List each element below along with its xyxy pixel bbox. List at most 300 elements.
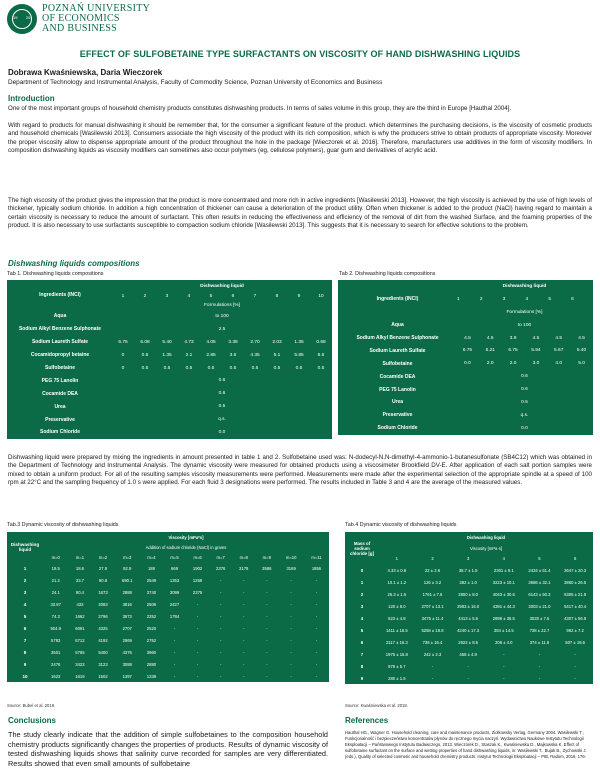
table1-value: 4.35 [244,349,266,362]
viscosity-table-4 [345,532,593,684]
table4-value: 1411 ± 16.5 [379,624,415,636]
table3-column: m=10 [278,552,304,562]
table2-col-header: Ingredients (INCI) [338,280,456,319]
table3-row-id: 7 [7,634,43,646]
table4-value: 22 ± 2.6 [415,564,451,576]
table4-value: 2983 ± 16.0 [450,600,486,612]
table3-value: - [163,634,186,646]
table3-value: - [255,574,278,586]
table3-column: m=0 [43,552,68,562]
table2-value: 0.6 [456,383,593,396]
table3-value: - [304,634,329,646]
table3-column: m=4 [140,552,163,562]
table1-value: 0.5 [156,362,178,375]
table3-column: m=7 [209,552,232,562]
table3-row [7,598,329,610]
table3-value: 74.3 [43,610,68,622]
viscosity-table-3 [7,532,329,682]
table1-ingredient: Preservative [7,413,112,426]
table4-row [345,612,593,624]
table2-value: 4.0 [547,357,570,370]
table2-value: 5.40 [570,344,593,357]
table4-value: 4413 ± 5.5 [450,612,486,624]
table2-value: 0.6 [456,370,593,383]
table4-value: 4391 ± 44.3 [486,600,522,612]
table3-value: 1623 [43,670,68,682]
table3-value: 690.1 [115,574,140,586]
table1-value: 2.85 [200,349,222,362]
table1-value: 0.5 [288,362,310,375]
introduction-heading: Introduction [8,94,55,103]
table1-value: 5.40 [156,336,178,349]
table2-group-header: Dishwashing liquid [456,280,593,293]
table3-sub-header: Addition of sodium chloride (NaCl) in grams [43,542,329,552]
table3-value: 189 [140,562,163,574]
table1-ingredient: Sulfobetaine [7,362,112,375]
table3-value: 2252 [140,610,163,622]
table1-ingredient: Sodium Laureth Sulfate [7,336,112,349]
table4-value: 507 ± 18.6 [557,636,593,648]
university-header [0,0,600,42]
table4-group-header: Dishwashing liquid [379,532,593,543]
table1-value: 6.75 [112,336,134,349]
table2-value: 5.0 [570,357,593,370]
table4-value: 2434 ± 61.4 [522,564,558,576]
table4-value: - [486,660,522,672]
table3-value: - [232,598,255,610]
table1-value: 0.5 [134,362,156,375]
table3-value: - [186,610,209,622]
table1-ingredient: Aqua [7,310,112,323]
table4-row-label: Mass of sodium chloride [g] [345,532,379,564]
table1-col-number: 4 [178,292,200,301]
table3-value: 90.8 [91,574,114,586]
table1-ingredient: Cocamidopropyl betaine [7,349,112,362]
table4-value: 4240 ± 17.3 [450,624,486,636]
table2-ingredient: PEG 75 Lanolin [338,383,456,396]
university-name-line3: AND BUSINESS [42,23,118,34]
table3-value: 1856 [304,562,329,574]
table1-ingredient: Sodium Chloride [7,426,112,439]
table1-group-header: Dishwashing liquid [112,280,332,292]
table3-value: - [232,622,255,634]
table4-row-id: 9 [345,672,379,684]
table3-value: - [186,634,209,646]
table2-value: 2.0 [502,357,525,370]
table3-header-row [7,532,329,542]
table3-value: - [278,670,304,682]
table3-value: - [255,586,278,598]
table3-value: 18.6 [68,562,91,574]
table3-row [7,610,329,622]
table1-row [7,413,332,426]
table4-header-row [345,532,593,543]
table3-value: 4192 [91,634,114,646]
table1-ingredient: Urea [7,400,112,413]
table4-value: 3223 ± 10.1 [486,576,522,588]
table1-row [7,362,332,375]
table1-col-number: 2 [134,292,156,301]
table2-ingredient: Cocamide DEA [338,370,456,383]
table4-value: 738 ± 22.7 [522,624,558,636]
table4-row [345,564,593,576]
table4-value: 126 ± 3.2 [415,576,451,588]
table2-col-number: 2 [479,293,502,306]
table3-value: 4325 [91,622,114,634]
table3-row [7,646,329,658]
table1-value: 0.5 [178,362,200,375]
table3-value: 2969 [115,634,140,646]
table4-value: 10.1 ± 1.2 [379,576,415,588]
table3-value: - [278,658,304,670]
table1-row [7,426,332,439]
table3-value: - [278,598,304,610]
table4-value: 2647 ± 20.3 [557,564,593,576]
conclusions-text: The study clearly indicate that the addition of simple sulfobetaines to the composition household chemistry products significantly changes the properties of products. Results of dynamic viscosity of tested dishwashing liquids shows that salinity curve recorded for samples are very differentiated. Results showed that even small amounts of sulfobetaine [8,730,328,768]
table3-value: 2476 [43,658,68,670]
table3-value: 2707 [115,622,140,634]
table4-caption: Tab.4 Dynamic viscosity of dishwashing liquids [345,522,457,528]
table4-value: 38.7 ± 1.5 [450,564,486,576]
table2-row [338,422,593,435]
table4-columns-row [345,553,593,564]
table3-value: 1259 [186,574,209,586]
table4-value: - [557,648,593,660]
table3-value: 33.7 [68,574,91,586]
table2-ingredient: Urea [338,396,456,409]
table4-value: 2117 ± 16.3 [379,636,415,648]
table1-col-number: 6 [222,292,244,301]
table3-value: 1502 [91,670,114,682]
table3-column: m=3 [115,552,140,562]
table2-ingredient: Sodium Chloride [338,422,456,435]
table2-row [338,370,593,383]
table4-value: 374 ± 11.6 [522,636,558,648]
university-name-line2: OF ECONOMICS [42,13,120,24]
table3-value: 669 [163,562,186,574]
table3-value: - [163,670,186,682]
table4-value: 4.33 ± 0.8 [379,564,415,576]
table4-row-id: 8 [345,660,379,672]
table4-value: - [415,672,451,684]
table3-value: - [304,658,329,670]
table3-value: - [186,646,209,658]
table3-value: - [278,622,304,634]
table3-row [7,634,329,646]
table3-value: 3501 [43,646,68,658]
table4-value: - [522,660,558,672]
table3-value: - [304,610,329,622]
table1-col-number: 7 [244,292,266,301]
table2-col-number: 3 [502,293,525,306]
table3-value: 2427 [163,598,186,610]
table3-value: 4376 [115,646,140,658]
table1-value: 0.6 [134,349,156,362]
table1-value: 1.35 [288,336,310,349]
table4-row [345,600,593,612]
table3-value: 2549 [140,574,163,586]
table4-value: - [522,648,558,660]
table3-value: - [232,610,255,622]
table3-row [7,574,329,586]
table4-value: 206 ± 4.0 [486,636,522,648]
table4-row-id: 7 [345,648,379,660]
table3-value: 3740 [140,586,163,598]
table3-row-id: 4 [7,598,43,610]
table4-value: - [486,648,522,660]
table4-value: - [522,672,558,684]
table4-value: 3860 ± 26.5 [557,576,593,588]
table4-value: 3686 ± 32.1 [522,576,558,588]
table2-col-number: 1 [456,293,479,306]
table3-row [7,658,329,670]
table3-value: 3423 [68,658,91,670]
table3-value: - [278,634,304,646]
table3-sub-header-row [7,542,329,552]
table3-value: 27.9 [91,562,114,574]
table3-value: 1662 [68,610,91,622]
table4-source: Source: Kwaśniewska et al. 2018. [345,703,408,708]
authors: Dobrawa Kwaśniewska, Daria Wieczorek [8,68,163,77]
table2-row [338,332,593,345]
table3-value: 2888 [115,586,140,598]
table4-row-id: 0 [345,564,379,576]
table4-value: - [557,672,593,684]
table2-value: 0.0 [456,422,593,435]
table1-value: 0.5 [112,400,332,413]
table3-value: - [163,658,186,670]
table3-column: m=6 [186,552,209,562]
table4-value: 2922 ± 8.5 [450,636,486,648]
table3-value: 2375 [186,586,209,598]
table3-row-id: 10 [7,670,43,682]
table4-row-id: 3 [345,600,379,612]
table1-ingredient: Cocamide DEA [7,387,112,400]
table3-row-id: 3 [7,586,43,598]
table4-value: 1975 ± 15.8 [379,648,415,660]
table3-value: 21.2 [43,574,68,586]
conclusions-heading: Conclusions [8,716,57,725]
table2-value: 5.94 [524,344,547,357]
table3-column: m=8 [232,552,255,562]
table3-row [7,622,329,634]
table1-value: 0.5 [244,362,266,375]
table4-value: 5305 ± 21.8 [557,588,593,600]
table2-value: 3.9 [502,332,525,345]
affiliation: Department of Technology and Instrumental Analysis, Faculty of Commodity Science, Poznan University of Economics and Business [8,79,383,86]
table4-row [345,660,593,672]
table2-ingredient: Sodium Laureth Sulfate [338,344,456,357]
table3-row-id: 2 [7,574,43,586]
table1-value: 0.5 [310,362,332,375]
references-heading: References [345,716,389,725]
table3-value: - [209,622,232,634]
table3-row-id: 1 [7,562,43,574]
table2-row [338,344,593,357]
table3-value: 1339 [140,670,163,682]
table4-row [345,636,593,648]
table2-row [338,383,593,396]
table3-value: - [304,646,329,658]
table3-value: 3960 [140,646,163,658]
table2-value: 3.0 [524,357,547,370]
table3-value: - [304,670,329,682]
introduction-paragraph-2: With regard to products for manual dishwashing it should be remember that, for the consumer a significant feature of the product. which determines the purchasing decisions, is the viscosity of cosmetic products and household chemicals [Wasilewski 2013]. Consumers associate the high viscosity of the product with its rich composition, which is why the producers strive to obtain products of appropriate viscosity. Moreover the proper viscosity allow to dispense appropriate amount of the product throughout the hole in the package [Wieczorek et al. 2016]. Therefore, manufacturers use additives in the form of viscosity modifiers. In composition dishwashing liquids as viscosity modifiers can sometimes also occur polymers (eg, cellulose polymers), guar gum and derivatives of acrylic acid. [8,122,592,154]
table1-value: 2.03 [266,336,288,349]
table4-column: 4 [486,553,522,564]
table1-value: 0.0 [112,426,332,439]
table2-col-number: 5 [547,293,570,306]
table3-value: - [304,574,329,586]
table3-source: Source: Bubel et al. 2018. [7,703,56,708]
table3-value: 33.87 [43,598,68,610]
table4-column: 1 [379,553,415,564]
table4-value: 736 ± 16.4 [415,636,451,648]
table3-value: - [186,598,209,610]
table3-value: 5783 [43,634,68,646]
table4-value: - [450,672,486,684]
table3-value: - [209,646,232,658]
table1-caption: Tab 1. Dishwashing liquids compositions [7,271,104,277]
table2-caption: Tab 2. Dishwashing liquids compositions [339,271,436,277]
composition-table-2 [338,280,593,435]
table1-col-number: 9 [288,292,310,301]
table3-value: - [186,658,209,670]
table3-value: 3673 [115,610,140,622]
table3-value: - [209,598,232,610]
table1-value: 0.5 [222,362,244,375]
table1-ingredient: Sodium Alkyl Benzene Sulphonate [7,323,112,336]
university-name [42,4,150,34]
table3-value: - [304,622,329,634]
table4-value: 4307 ± 56.8 [557,612,593,624]
table1-value: 0.6 [112,374,332,387]
table2-ingredient: Aqua [338,319,456,332]
table2-value: 4.5 [524,332,547,345]
table3-value: 1619 [68,670,91,682]
table2-value: 6.21 [479,344,502,357]
table1-value: 0.5 [266,362,288,375]
table3-value: 3816 [115,598,140,610]
table1-row [7,336,332,349]
table3-value: 2752 [140,634,163,646]
table3-value: - [186,622,209,634]
table3-value: - [209,634,232,646]
table3-value: 1397 [115,670,140,682]
table3-value: - [255,622,278,634]
table3-value: - [209,574,232,586]
table4-value: 2898 ± 36.5 [486,612,522,624]
table4-row [345,624,593,636]
table3-value: - [209,586,232,598]
table3-row [7,670,329,682]
table1-header-row [7,280,332,292]
table4-column: 5 [522,553,558,564]
table4-value: - [557,660,593,672]
table3-value: - [209,658,232,670]
table4-value: 523 ± 4.8 [379,612,415,624]
table2-col-number: 6 [570,293,593,306]
table3-value: - [278,586,304,598]
compositions-heading: Dishwashing liquids compositions [8,259,140,268]
table4-row-id: 4 [345,612,379,624]
table3-value: - [278,574,304,586]
table4-value: - [415,660,451,672]
table4-column: 3 [450,553,486,564]
table4-value: 979 ± 5.7 [379,660,415,672]
table4-value: - [486,672,522,684]
table4-value: 6143 ± 50.3 [522,588,558,600]
table2-value: 4.5 [547,332,570,345]
references-text: Hauthal HG., Wagner G. Household cleaning, care and maintenance products, Ziolkowsky Verlag, Germany 2004. Wasilewski T., Funkcjonalność i bezpieczeństwo koncentratów płynów do ręcznego mycia naczyń. Wydawnictwo Naukowe Instytutu Technologii Eksploatacji – Państwowego Instytutu Badawczego, 2013. Wieczorek D., Staszak K., Kwaśniewska D., Majkowska K. Effect of sulfobetaine surfactant on the surface and wetting properties of hand dishwashing liquids, in: Wasilewski T., Bujak B., Zychowski J. (eds.), Quality of selected cosmetic and household chemistry products. Instytut Technologii Eksploatacji – PIB, Radom, 2016, 176- [345,730,587,759]
table3-value: 1784 [163,610,186,622]
table4-value: 982 ± 7.2 [557,624,593,636]
table3-value: - [278,646,304,658]
table1-col-number: 8 [266,292,288,301]
table3-row-id: 9 [7,658,43,670]
table3-value: - [163,646,186,658]
table1-value: 0.68 [310,336,332,349]
table1-col-number: 5 [200,292,222,301]
table3-value: 3169 [278,562,304,574]
table3-value: - [232,634,255,646]
table1-value: 6.6 [310,349,332,362]
table3-row-id: 5 [7,610,43,622]
table2-col-number: 4 [524,293,547,306]
table2-row [338,319,593,332]
table3-value: - [304,598,329,610]
table4-value: 382 ± 1.0 [450,576,486,588]
table3-caption: Tab.3 Dynamic viscosity of dishwashing liquids [7,522,119,528]
table3-value: 3123 [91,658,114,670]
table4-value: 3003 ± 21.0 [522,600,558,612]
table3-value: 3088 [115,658,140,670]
table1-value: 4.05 [200,336,222,349]
table4-value: 2707 ± 13.1 [415,600,451,612]
table3-value: 3586 [255,562,278,574]
introduction-paragraph-3: The high viscosity of the product gives the impression that the product is more concentrated and more rich in active ingredients [Wasilewski 2013]. However, the high viscosity is achieved by the use of high levels of thickener, typically sodium chloride. In addition a high concentration of thickener can cause a deterioration of the product utility. Often when thickener is added to the product (NaCl) having regard to maintain a certain viscosity is necessary to reduce the amount of surfactant. This often results in reducing the effectiveness and efficiency of the removal of dirt from the washed Surface, and the foaming properties of the product. It is also necessary to use surfactants susceptible to compaction sodium chloride [Wasilewski 2013]. This suggests that it is necessary to search for effective solutions to the problem. [8,197,592,229]
table3-value: - [255,658,278,670]
table4-row-id: 6 [345,636,379,648]
table2-ingredient: Preservative [338,409,456,422]
table2-value: 4.5 [570,332,593,345]
table1-value: 4.73 [178,336,200,349]
table3-value: - [209,670,232,682]
table3-value: - [278,610,304,622]
table4-row [345,672,593,684]
table3-column: m=1 [68,552,91,562]
table2-row [338,396,593,409]
table3-value: - [209,610,232,622]
table3-value: 3178 [232,562,255,574]
table4-row [345,648,593,660]
table1-row [7,400,332,413]
table1-value: q.s. [112,413,332,426]
table1-col-number: 10 [310,292,332,301]
table3-value: 2796 [91,610,114,622]
table4-value: 25.3 ± 1.5 [379,588,415,600]
table3-row [7,586,329,598]
table2-value: 4.5 [479,332,502,345]
university-name-line1: POZNAŃ UNIVERSITY [42,3,151,14]
table3-value: 6712 [68,634,91,646]
table1-col-header: Ingredients (INCI) [7,280,112,310]
table4-value: 5417 ± 40.4 [557,600,593,612]
table1-value: 5.85 [288,349,310,362]
table3-column: m=9 [255,552,278,562]
table2-value: 6.75 [502,344,525,357]
table3-value: 92.9 [115,562,140,574]
